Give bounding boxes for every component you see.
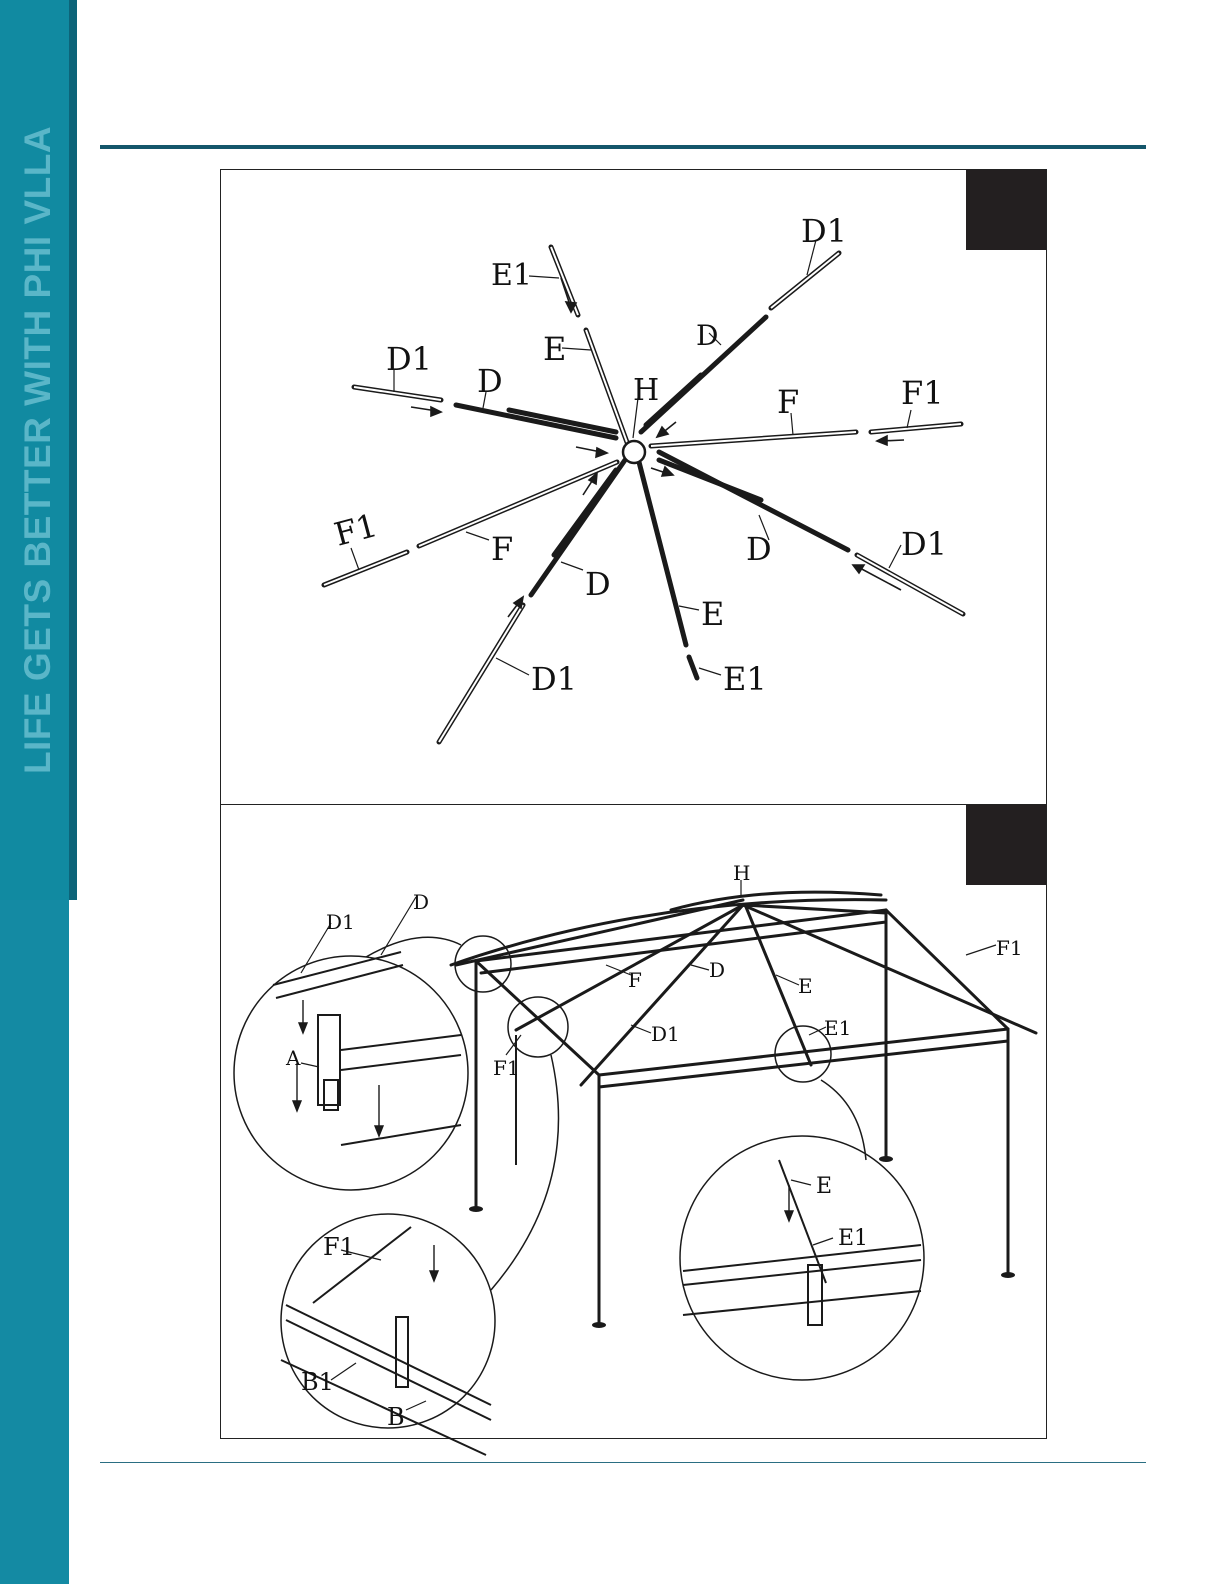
label-d-left: D (477, 362, 503, 400)
label-f: F (628, 968, 642, 992)
detail1-label-d: D (413, 890, 430, 914)
detail2-label-b: B (387, 1403, 405, 1431)
label-f1-left: F1 (493, 1056, 520, 1080)
roof-frame-exploded-diagram (221, 170, 1048, 806)
label-d1-top-right: D1 (801, 212, 848, 250)
label-d1: D1 (651, 1022, 680, 1046)
label-f-right: F (777, 383, 800, 421)
label-e-lower: E (701, 595, 725, 633)
detail3-label-e: E (816, 1174, 833, 1199)
detail1-label-d1: D1 (326, 910, 355, 934)
label-d-lower-right: D (746, 530, 772, 568)
label-d1-bottom: D1 (531, 660, 578, 698)
label-h: H (733, 861, 751, 885)
label-f1-left: F1 (330, 506, 382, 554)
label-f-left: F (491, 530, 514, 568)
label-d: D (709, 958, 726, 982)
label-d-upper: D (696, 319, 719, 352)
label-d-lower-left: D (585, 565, 611, 603)
label-e-upper: E (543, 330, 567, 368)
header-rule (100, 145, 1146, 149)
detail2-label-f1: F1 (323, 1233, 355, 1261)
label-d1-left: D1 (386, 340, 433, 378)
label-e1: E1 (824, 1016, 852, 1040)
detail1-label-a: A (286, 1046, 301, 1070)
label-e1-top: E1 (491, 258, 532, 293)
detail2-label-b1: B1 (301, 1368, 334, 1396)
label-f1-right: F1 (901, 374, 944, 412)
label-e: E (798, 974, 813, 998)
footer-rule (100, 1462, 1146, 1463)
sidebar-edge (69, 0, 77, 900)
assembly-step-1-panel (220, 169, 1047, 805)
assembly-step-2-panel (220, 804, 1047, 1439)
label-f1-right: F1 (996, 936, 1023, 960)
gazebo-assembled-diagram (221, 805, 1048, 1440)
label-h: H (633, 373, 660, 408)
label-e1-bottom: E1 (723, 660, 767, 698)
detail3-label-e1: E1 (838, 1226, 869, 1251)
sidebar-tagline: LIFE GETS BETTER WITH PHI VLLA (17, 125, 58, 775)
label-d1-lower-right: D1 (901, 525, 948, 563)
